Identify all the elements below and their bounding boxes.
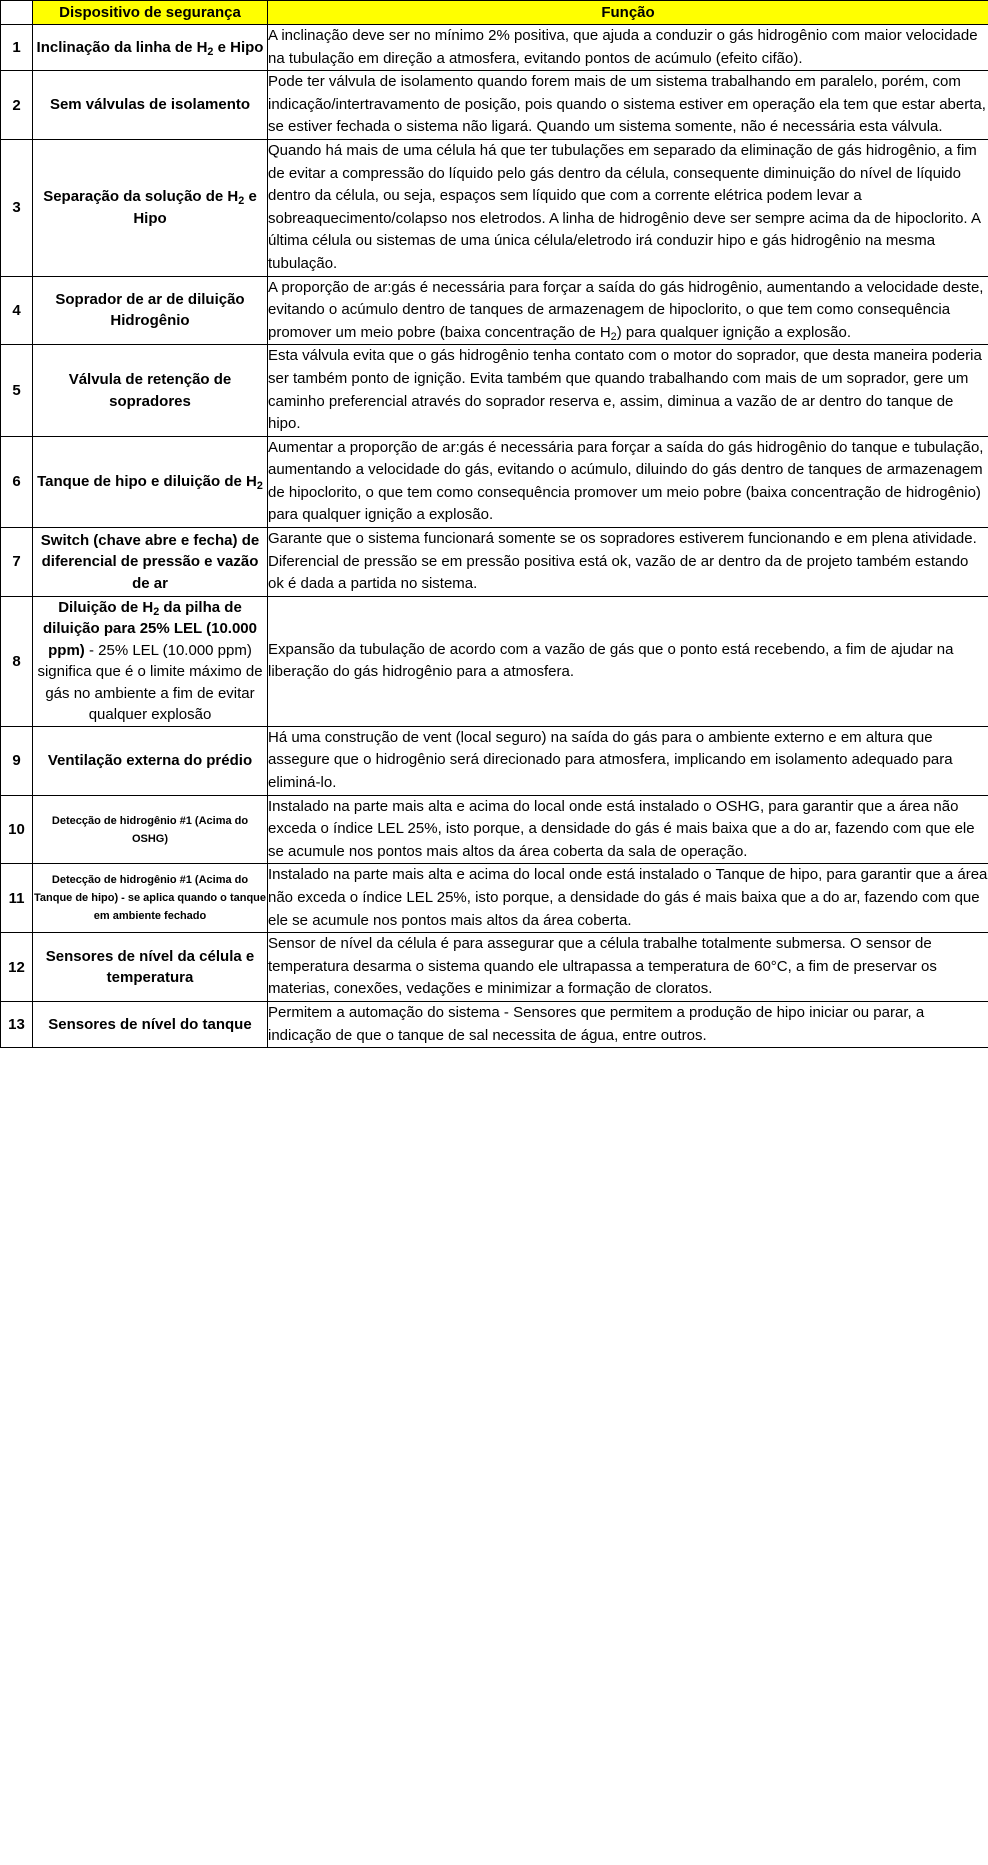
device-cell: Válvula de retenção de sopradores — [33, 345, 268, 436]
function-cell: Aumentar a proporção de ar:gás é necessária para forçar a saída do gás hidrogênio do tanque e tubulação, aumentando a velocidade do gás, evitando o acúmulo, diluindo do gás dentro de tanques de armazenagem de hipoclorito, o que tem como consequência promover um meio pobre (baixa concentração de hidrogênio) para qualquer ignição a explosão. — [268, 436, 988, 527]
row-index-cell: 5 — [1, 345, 33, 436]
table-row — [1, 864, 988, 933]
function-cell: Instalado na parte mais alta e acima do local onde está instalado o OSHG, para garantir que a área não exceda o índice LEL 25%, isto porque, a densidade do gás é mais baixa que a do ar, fazendo com que ele se acumule nos pontos mais altos da área coberta da sala de operação. — [268, 795, 988, 864]
table-row — [1, 345, 988, 436]
table-row — [1, 71, 988, 140]
device-cell: Diluição de $H_2$ da pilha de diluição para 25% LEL (10.000 ppm) - 25% LEL (10.000 ppm) significa que é o limite máximo de gás no ambiente a fim de evitar qualquer explosão — [33, 596, 268, 726]
device-cell: Sensores de nível da célula e temperatura — [33, 933, 268, 1002]
row-index-cell: 2 — [1, 71, 33, 140]
device-cell: Soprador de ar de diluição Hidrogênio — [33, 276, 268, 345]
header-function: Função — [268, 1, 988, 25]
row-index-cell: 11 — [1, 864, 33, 933]
function-cell: Permitem a automação do sistema - Sensores que permitem a produção de hipo iniciar ou parar, a indicação de que o tanque de sal necessita de água, entre outros. — [268, 1001, 988, 1047]
device-cell: Tanque de hipo e diluição de $H_2$ — [33, 436, 268, 527]
table-body — [1, 25, 988, 1048]
function-cell: Sensor de nível da célula é para assegurar que a célula trabalhe totalmente submersa. O sensor de temperatura desarma o sistema quando ele ultrapassa a temperatura de 60°C, a fim de preservar os materias, conexões, vedações e minimizar a formação de cloratos. — [268, 933, 988, 1002]
header-device: Dispositivo de segurança — [33, 1, 268, 25]
table-row — [1, 726, 988, 795]
row-index-cell: 8 — [1, 596, 33, 726]
row-index-cell: 13 — [1, 1001, 33, 1047]
function-cell: Instalado na parte mais alta e acima do local onde está instalado o Tanque de hipo, para garantir que a área não exceda o índice LEL 25%, isto porque, a densidade do gás é mais baixa que a do ar, fazendo com que ele se acumule nos pontos mais altos da área coberta. — [268, 864, 988, 933]
row-index-cell: 7 — [1, 528, 33, 597]
function-cell: A inclinação deve ser no mínimo 2% positiva, que ajuda a conduzir o gás hidrogênio com maior velocidade na tubulação em direção a atmosfera, evitando pontos de acúmulo (efeito cifão). — [268, 25, 988, 71]
function-cell: Há uma construção de vent (local seguro) na saída do gás para o ambiente externo e em altura que assegure que o hidrogênio será direcionado para atmosfera, implicando em isolamento adequado para eliminá-lo. — [268, 726, 988, 795]
row-index-cell: 9 — [1, 726, 33, 795]
row-index-cell: 12 — [1, 933, 33, 1002]
table-row — [1, 25, 988, 71]
function-cell: Expansão da tubulação de acordo com a vazão de gás que o ponto está recebendo, a fim de ajudar na liberação do gás hidrogênio para a atmosfera. — [268, 596, 988, 726]
row-index-cell: 6 — [1, 436, 33, 527]
device-cell: Separação da solução de $H_2$ e Hipo — [33, 139, 268, 276]
table-row — [1, 596, 988, 726]
function-cell: Pode ter válvula de isolamento quando forem mais de um sistema trabalhando em paralelo, porém, com indicação/intertravamento de posição, pois quando o sistema estiver em operação ela tem que estar aberta, se estiver fechada o sistema não ligará. Quando um sistema somente, não é necessária esta válvula. — [268, 71, 988, 140]
table-header-row — [1, 1, 988, 25]
function-cell: Esta válvula evita que o gás hidrogênio tenha contato com o motor do soprador, que desta maneira poderia ser também ponto de ignição. Evita também que quando trabalhando com mais de um soprador, gere um caminho preferencial através do soprador reserva e, assim, diminua a vazão de ar dentro do tanque de hipo. — [268, 345, 988, 436]
device-cell: Detecção de hidrogênio #1 (Acima do Tanque de hipo) - se aplica quando o tanque em ambiente fechado — [33, 864, 268, 933]
row-index-cell: 10 — [1, 795, 33, 864]
row-index-cell: 4 — [1, 276, 33, 345]
table-row — [1, 436, 988, 527]
table-row — [1, 1001, 988, 1047]
device-cell: Sensores de nível do tanque — [33, 1001, 268, 1047]
device-cell: Sem válvulas de isolamento — [33, 71, 268, 140]
table-row — [1, 276, 988, 345]
function-cell: Quando há mais de uma célula há que ter tubulações em separado da eliminação de gás hidrogênio, a fim de evitar a compressão do líquido pelo gás dentro da célula, consequente diminuição do nível de líquido dentro da célula, ou seja, espaços sem líquido que com a corrente elétrica podem levar a sobreaquecimento/colapso nos eletrodos. A linha de hidrogênio deve ser sempre acima da de hipoclorito. A última célula ou sistemas de uma única célula/eletrodo irá conduzir hipo e gás hidrogênio na mesma tubulação. — [268, 139, 988, 276]
function-cell: A proporção de ar:gás é necessária para forçar a saída do gás hidrogênio, aumentando a velocidade deste, evitando o acúmulo dentro de tanques de armazenagem de hipoclorito, o que tem como consequência promover um meio pobre (baixa concentração de $H_2$) para qualquer ignição a explosão. — [268, 276, 988, 345]
function-cell: Garante que o sistema funcionará somente se os sopradores estiverem funcionando e em plena atividade. Diferencial de pressão se em pressão positiva está ok, vazão de ar dentro da de projeto também estando ok é dada a partida no sistema. — [268, 528, 988, 597]
device-cell: Ventilação externa do prédio — [33, 726, 268, 795]
device-cell: Detecção de hidrogênio #1 (Acima do OSHG) — [33, 795, 268, 864]
device-cell: Switch (chave abre e fecha) de diferencial de pressão e vazão de ar — [33, 528, 268, 597]
row-index-cell: 3 — [1, 139, 33, 276]
table-row — [1, 528, 988, 597]
table-row — [1, 795, 988, 864]
table-row — [1, 139, 988, 276]
table-row — [1, 933, 988, 1002]
device-cell: Inclinação da linha de $H_2$ e Hipo — [33, 25, 268, 71]
row-index-cell: 1 — [1, 25, 33, 71]
header-index-blank — [1, 1, 33, 25]
